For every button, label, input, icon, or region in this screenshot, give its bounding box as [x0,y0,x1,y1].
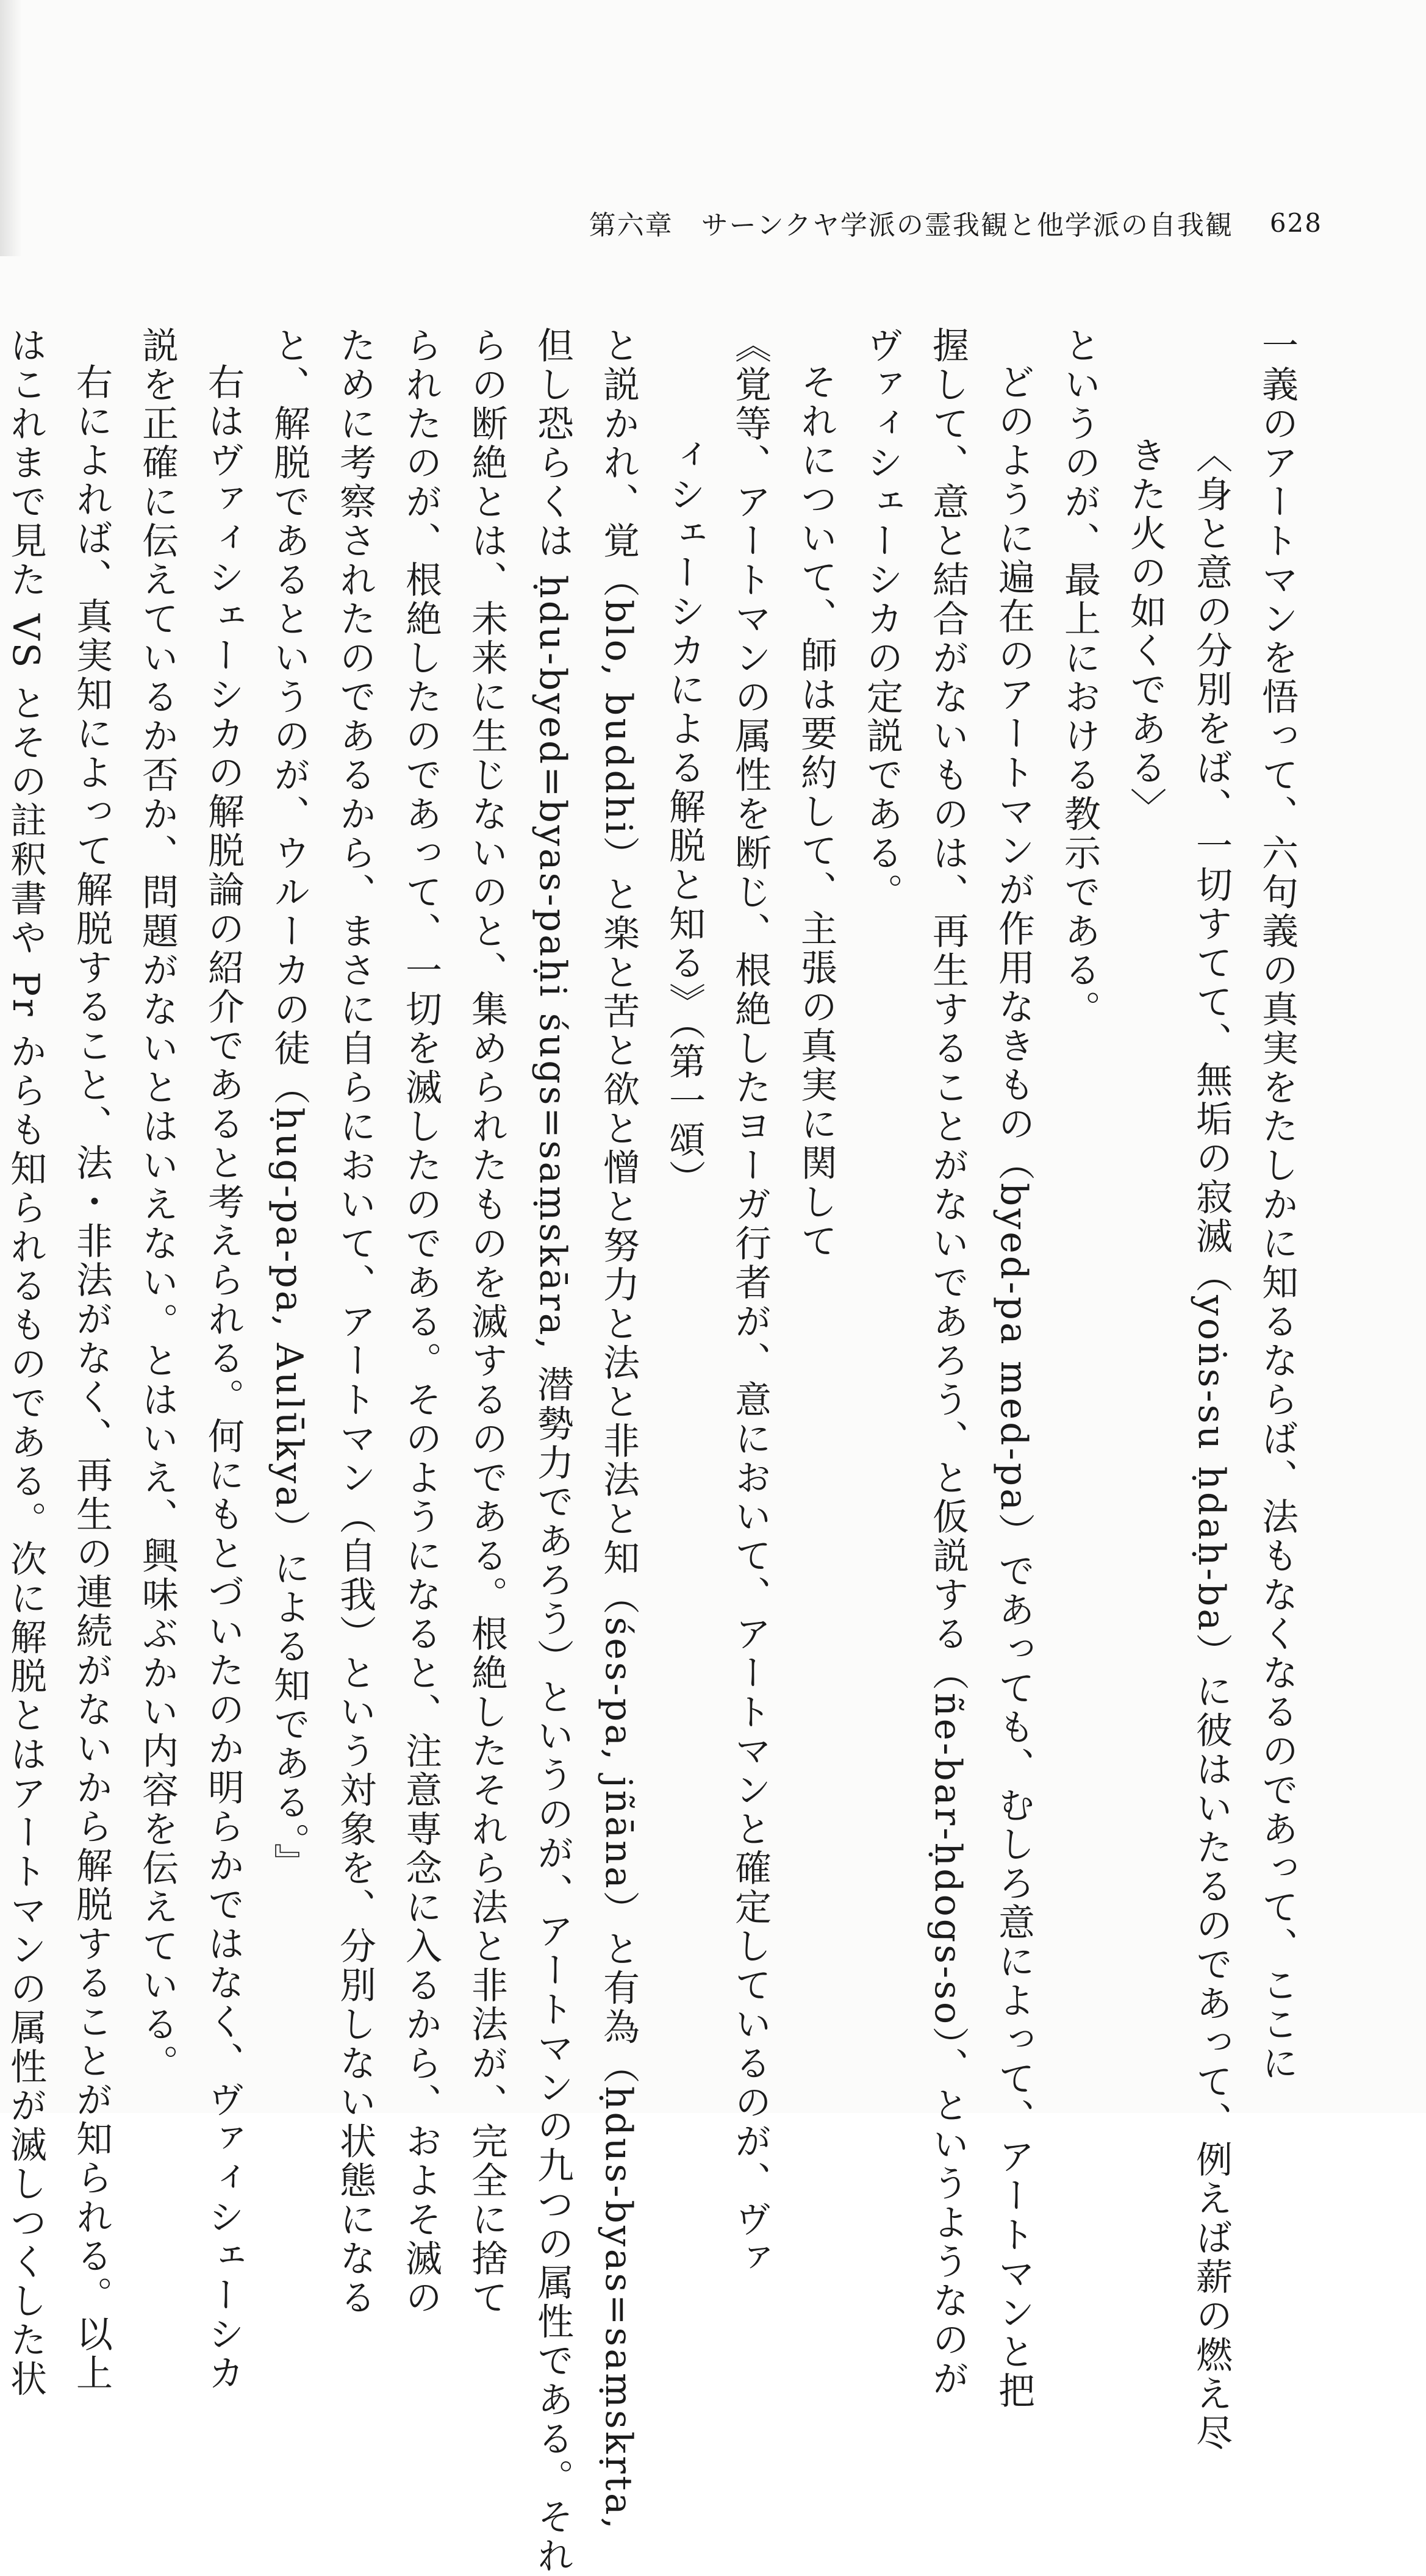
text-line: 右によれば、真実知によって解脱すること、法・非法がなく、再生の連続がないから解脱することが知られる。以上 [70,363,113,2393]
text-line: はこれまで見た VS とその註釈書や Pr からも知られるものである。次に解脱とはアートマンの属性が滅しつくした状 [4,326,47,2399]
body-text [4,326,1310,2576]
text-line: 説を正確に伝えているか否か、問題がないとはいえない。とはいえ、興味ぶかい内容を伝えている。 [136,326,179,2083]
text-line: ィシェーシカによる解脱と知る》（第一頌） [663,436,706,1199]
text-line: ために考察されたのであるから、まさに自らにおいて、アートマン（自我）という対象を、分別しない状態になる [334,326,376,2317]
text-line: 《覚等、アートマンの属性を断じ、根絶したヨーガ行者が、意において、アートマンと確定しているのが、ヴァ [729,326,772,2278]
text-line: というのが、最上における教示である。 [1058,326,1101,1029]
text-line: と、解脱であるというのが、ウルーカの徒（ḥug-pa-pa, Aulūkya）による知である。』 [268,326,310,1882]
text-line: と説かれ、覚（blo, buddhi）と楽と苦と欲と憎と努力と法と非法と知（śes-pa, jñāna）と有為（ḥdus-byas=saṃskṛta, [597,326,640,2531]
page-number: 628 [1269,207,1322,238]
text-line: どのように遍在のアートマンが作用なきもの（byed-pa med-pa）であっても、むしろ意によって、アートマンと把 [992,363,1035,2411]
text-line: 一義のアートマンを悟って、六句義の真実をたしかに知るならば、法もなくなるのであって、ここに [1256,326,1299,2083]
text-line: 但し恐らくは ḥdu-byed=byas-paḥi śugs=saṃskāra, 潜勢力であろう）というのが、アートマンの九つの属性である。それ [531,326,574,2576]
text-line: られたのが、根絶したのであって、一切を滅したのである。そのようになると、注意専念に入るから、およそ滅の [399,326,442,2317]
text-line: らの断絶とは、未来に生じないのと、集められたものを滅するのである。根絶したそれら法と非法が、完全に捨て [465,326,508,2317]
text-line: きた火の如くである〉 [1124,436,1167,827]
chapter-title: 第六章 サーンクヤ学派の霊我観と他学派の自我観 [589,210,1233,241]
text-line: それについて、師は要約して、主張の真実に関して [795,363,837,1261]
text-line: 右はヴァィシェーシカの解脱論の紹介であると考えられる。何にもとづいたのか明らかではなく、ヴァィシェーシカ [202,363,245,2393]
scan-edge-noise [0,0,22,256]
text-line: 〈身と意の分別をば、一切すてて、無垢の寂滅（yoṅs-su ḥdaḥ-ba）に彼はいたるのであって、例えば薪の燃え尽 [1190,436,1233,2453]
text-line: 握して、意と結合がないものは、再生することがないであろう、と仮説する（ñe-bar-ḥdogs-so）、というようなのが [926,326,969,2399]
text-line: ヴァィシェーシカの定説である。 [861,326,903,912]
running-head [589,195,1322,250]
